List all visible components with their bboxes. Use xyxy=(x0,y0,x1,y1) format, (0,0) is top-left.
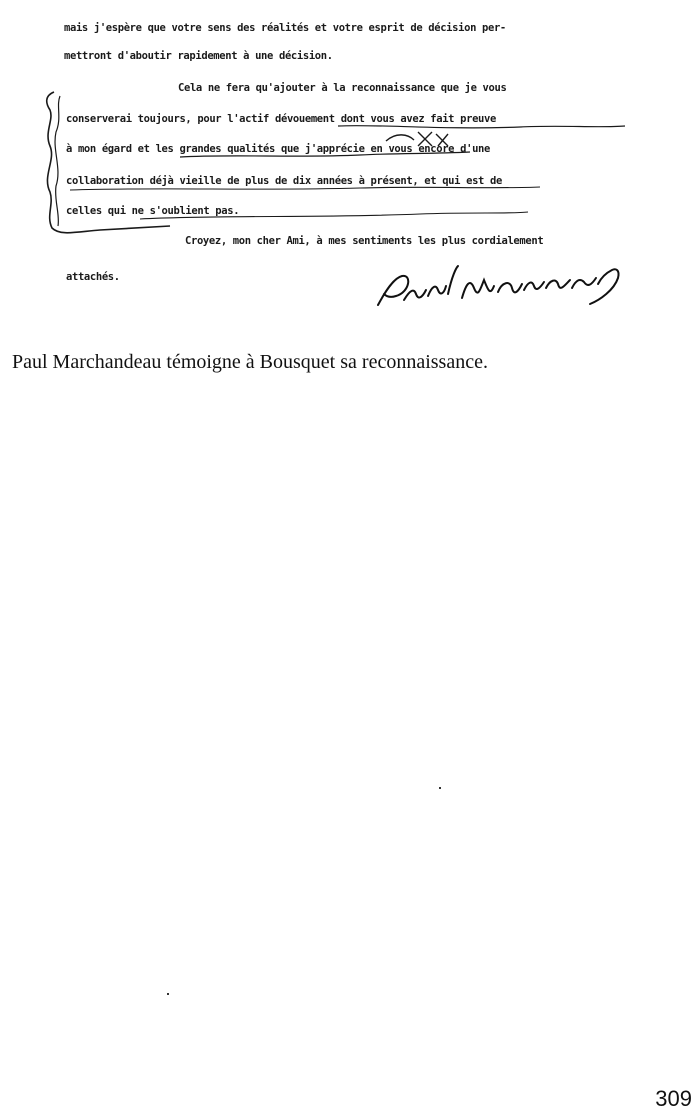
letter-excerpt xyxy=(0,0,700,330)
underline-mark xyxy=(140,212,528,219)
letter-line: à mon égard et les grandes qualités que j'apprécie en vous encore d'une xyxy=(66,143,490,155)
letter-line: mettront d'aboutir rapidement à une décision. xyxy=(64,50,333,62)
underline-mark xyxy=(338,126,625,128)
scan-speck xyxy=(439,787,441,789)
underline-mark xyxy=(180,152,470,157)
letter-line: Croyez, mon cher Ami, à mes sentiments les plus cordialement xyxy=(185,235,544,247)
scan-speck xyxy=(167,993,169,995)
letter-line: conserverai toujours, pour l'actif dévouement dont vous avez fait preuve xyxy=(66,113,496,125)
page-number: 309 xyxy=(655,1086,692,1111)
margin-bracket-mark-inner xyxy=(55,96,60,226)
margin-bracket-mark xyxy=(47,92,170,233)
letter-line: collaboration déjà vieille de plus de dix années à présent, et qui est de xyxy=(66,175,502,187)
figure-caption: Paul Marchandeau témoigne à Bousquet sa reconnaissance. xyxy=(12,351,488,373)
underline-mark xyxy=(70,187,540,190)
letter-line: mais j'espère que votre sens des réalités et votre esprit de décision per- xyxy=(64,22,506,34)
letter-line: attachés. xyxy=(66,271,120,283)
letter-handwritten-marks xyxy=(0,0,700,330)
signature xyxy=(378,266,619,305)
letter-line: celles qui ne s'oublient pas. xyxy=(66,205,240,217)
letter-line: Cela ne fera qu'ajouter à la reconnaissance que je vous xyxy=(178,82,507,94)
correction-scribble xyxy=(386,132,448,146)
